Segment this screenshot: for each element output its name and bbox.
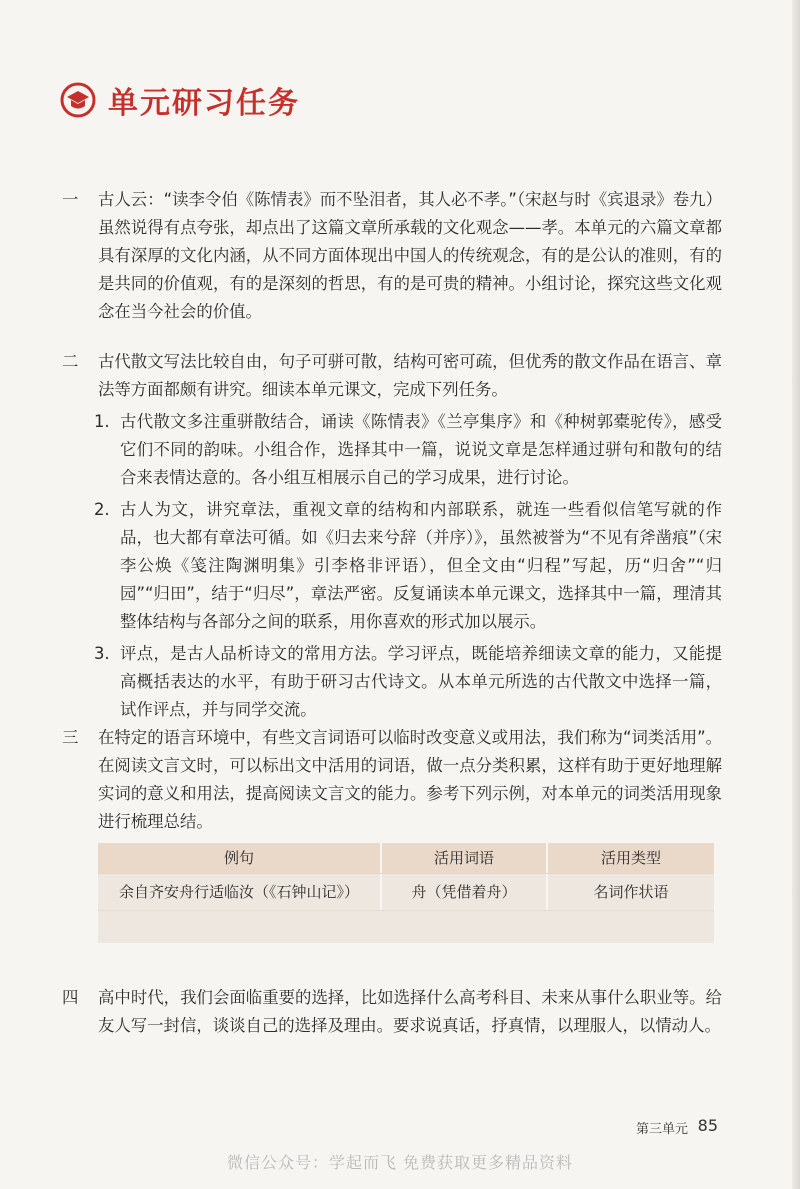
footer-unit-label: 第三单元 xyxy=(635,1122,688,1137)
task-text: 在特定的语言环境中，有些文言词语可以临时改变意义或用法，我们称为“词类活用”。在阅读文言文时，可以标出文中活用的词语，做一点分类积累，这样有助于更好地理解实词的意义和用法，提高阅读文言文的能力。参考下列示例，对本单元的词类活用现象进行梳理总结。 xyxy=(98,728,722,831)
task-2 xyxy=(62,348,722,724)
subtask-2 xyxy=(94,496,722,636)
subtask-text: 古代散文多注重骈散结合，诵读《陈情表》《兰亭集序》和《种树郭橐驼传》，感受它们不同的韵味。小组合作，选择其中一篇，说说文章是怎样通过骈句和散句的结合来表情达意的。各小组互相展示自己的学习成果，进行讨论。 xyxy=(120,412,722,487)
task-number: 二 xyxy=(62,352,79,371)
subtask-number: 1. xyxy=(94,412,110,431)
table-header xyxy=(98,843,714,873)
table-cell: 舟（凭借着舟） xyxy=(380,874,546,910)
header-cell: 活用词语 xyxy=(380,843,546,873)
page-edge xyxy=(792,0,800,1189)
table-row xyxy=(98,873,714,910)
table-empty-row xyxy=(98,910,714,944)
header-cell: 活用类型 xyxy=(546,843,714,873)
task-text: 古代散文写法比较自由，句子可骈可散，结构可密可疏，但优秀的散文作品在语言、章法等方面都颇有讲究。细读本单元课文，完成下列任务。 xyxy=(98,352,722,399)
task-text: 高中时代，我们会面临重要的选择，比如选择什么高考科目、未来从事什么职业等。给友人写一封信，谈谈自己的选择及理由。要求说真话，抒真情，以理服人，以情动人。 xyxy=(98,988,722,1035)
task-3 xyxy=(62,724,722,836)
subtask-text: 评点，是古人品析诗文的常用方法。学习评点，既能培养细读文章的能力，又能提高概括表达的水平，有助于研习古代诗文。从本单元所选的古代散文中选择一篇，试作评点，并与同学交流。 xyxy=(120,644,722,719)
task-number: 一 xyxy=(62,190,79,209)
table-cell: 余自齐安舟行适临汝（《石钟山记》） xyxy=(118,883,359,901)
example-table xyxy=(98,843,714,943)
table-cell: 名词作状语 xyxy=(546,874,714,910)
task-4 xyxy=(62,984,722,1040)
task-text: 古人云：“读李令伯《陈情表》而不坠泪者，其人必不孝。”（宋赵与时《宾退录》卷九）虽然说得有点夸张，却点出了这篇文章所承载的文化观念——孝。本单元的六篇文章都具有深厚的文化内涵，从不同方面体现出中国人的传统观念，有的是公认的准则，有的是共同的价值观，有的是深刻的哲思，有的是可贵的精神。小组讨论，探究这些文化观念在当今社会的价值。 xyxy=(98,190,722,321)
subtask-number: 2. xyxy=(94,500,110,519)
task-number: 四 xyxy=(62,988,79,1007)
task-number: 三 xyxy=(62,728,79,747)
subtask-1 xyxy=(94,408,722,492)
graduation-cap-icon xyxy=(60,82,96,118)
section-header xyxy=(60,78,300,122)
page-title: 单元研习任务 xyxy=(108,86,300,121)
task-1 xyxy=(62,186,722,326)
subtask-3 xyxy=(94,640,722,724)
subtask-number: 3. xyxy=(94,644,110,663)
page-number: 85 xyxy=(697,1116,718,1135)
watermark-text: 微信公众号：学起而飞 免费获取更多精品资料 xyxy=(226,1153,574,1172)
subtask-text: 古人为文，讲究章法，重视文章的结构和内部联系，就连一些看似信笔写就的作品，也大都有章法可循。如《归去来兮辞（并序）》，虽然被誉为“不见有斧凿痕”（宋李公焕《笺注陶渊明集》引李格非评语），但全文由“归程”写起，历“归舍”“归园”“归田”，结于“归尽”，章法严密。反复诵读本单元课文，选择其中一篇，理清其整体结构与各部分之间的联系，用你喜欢的形式加以展示。 xyxy=(120,500,722,631)
header-cell: 例句 xyxy=(223,849,254,867)
